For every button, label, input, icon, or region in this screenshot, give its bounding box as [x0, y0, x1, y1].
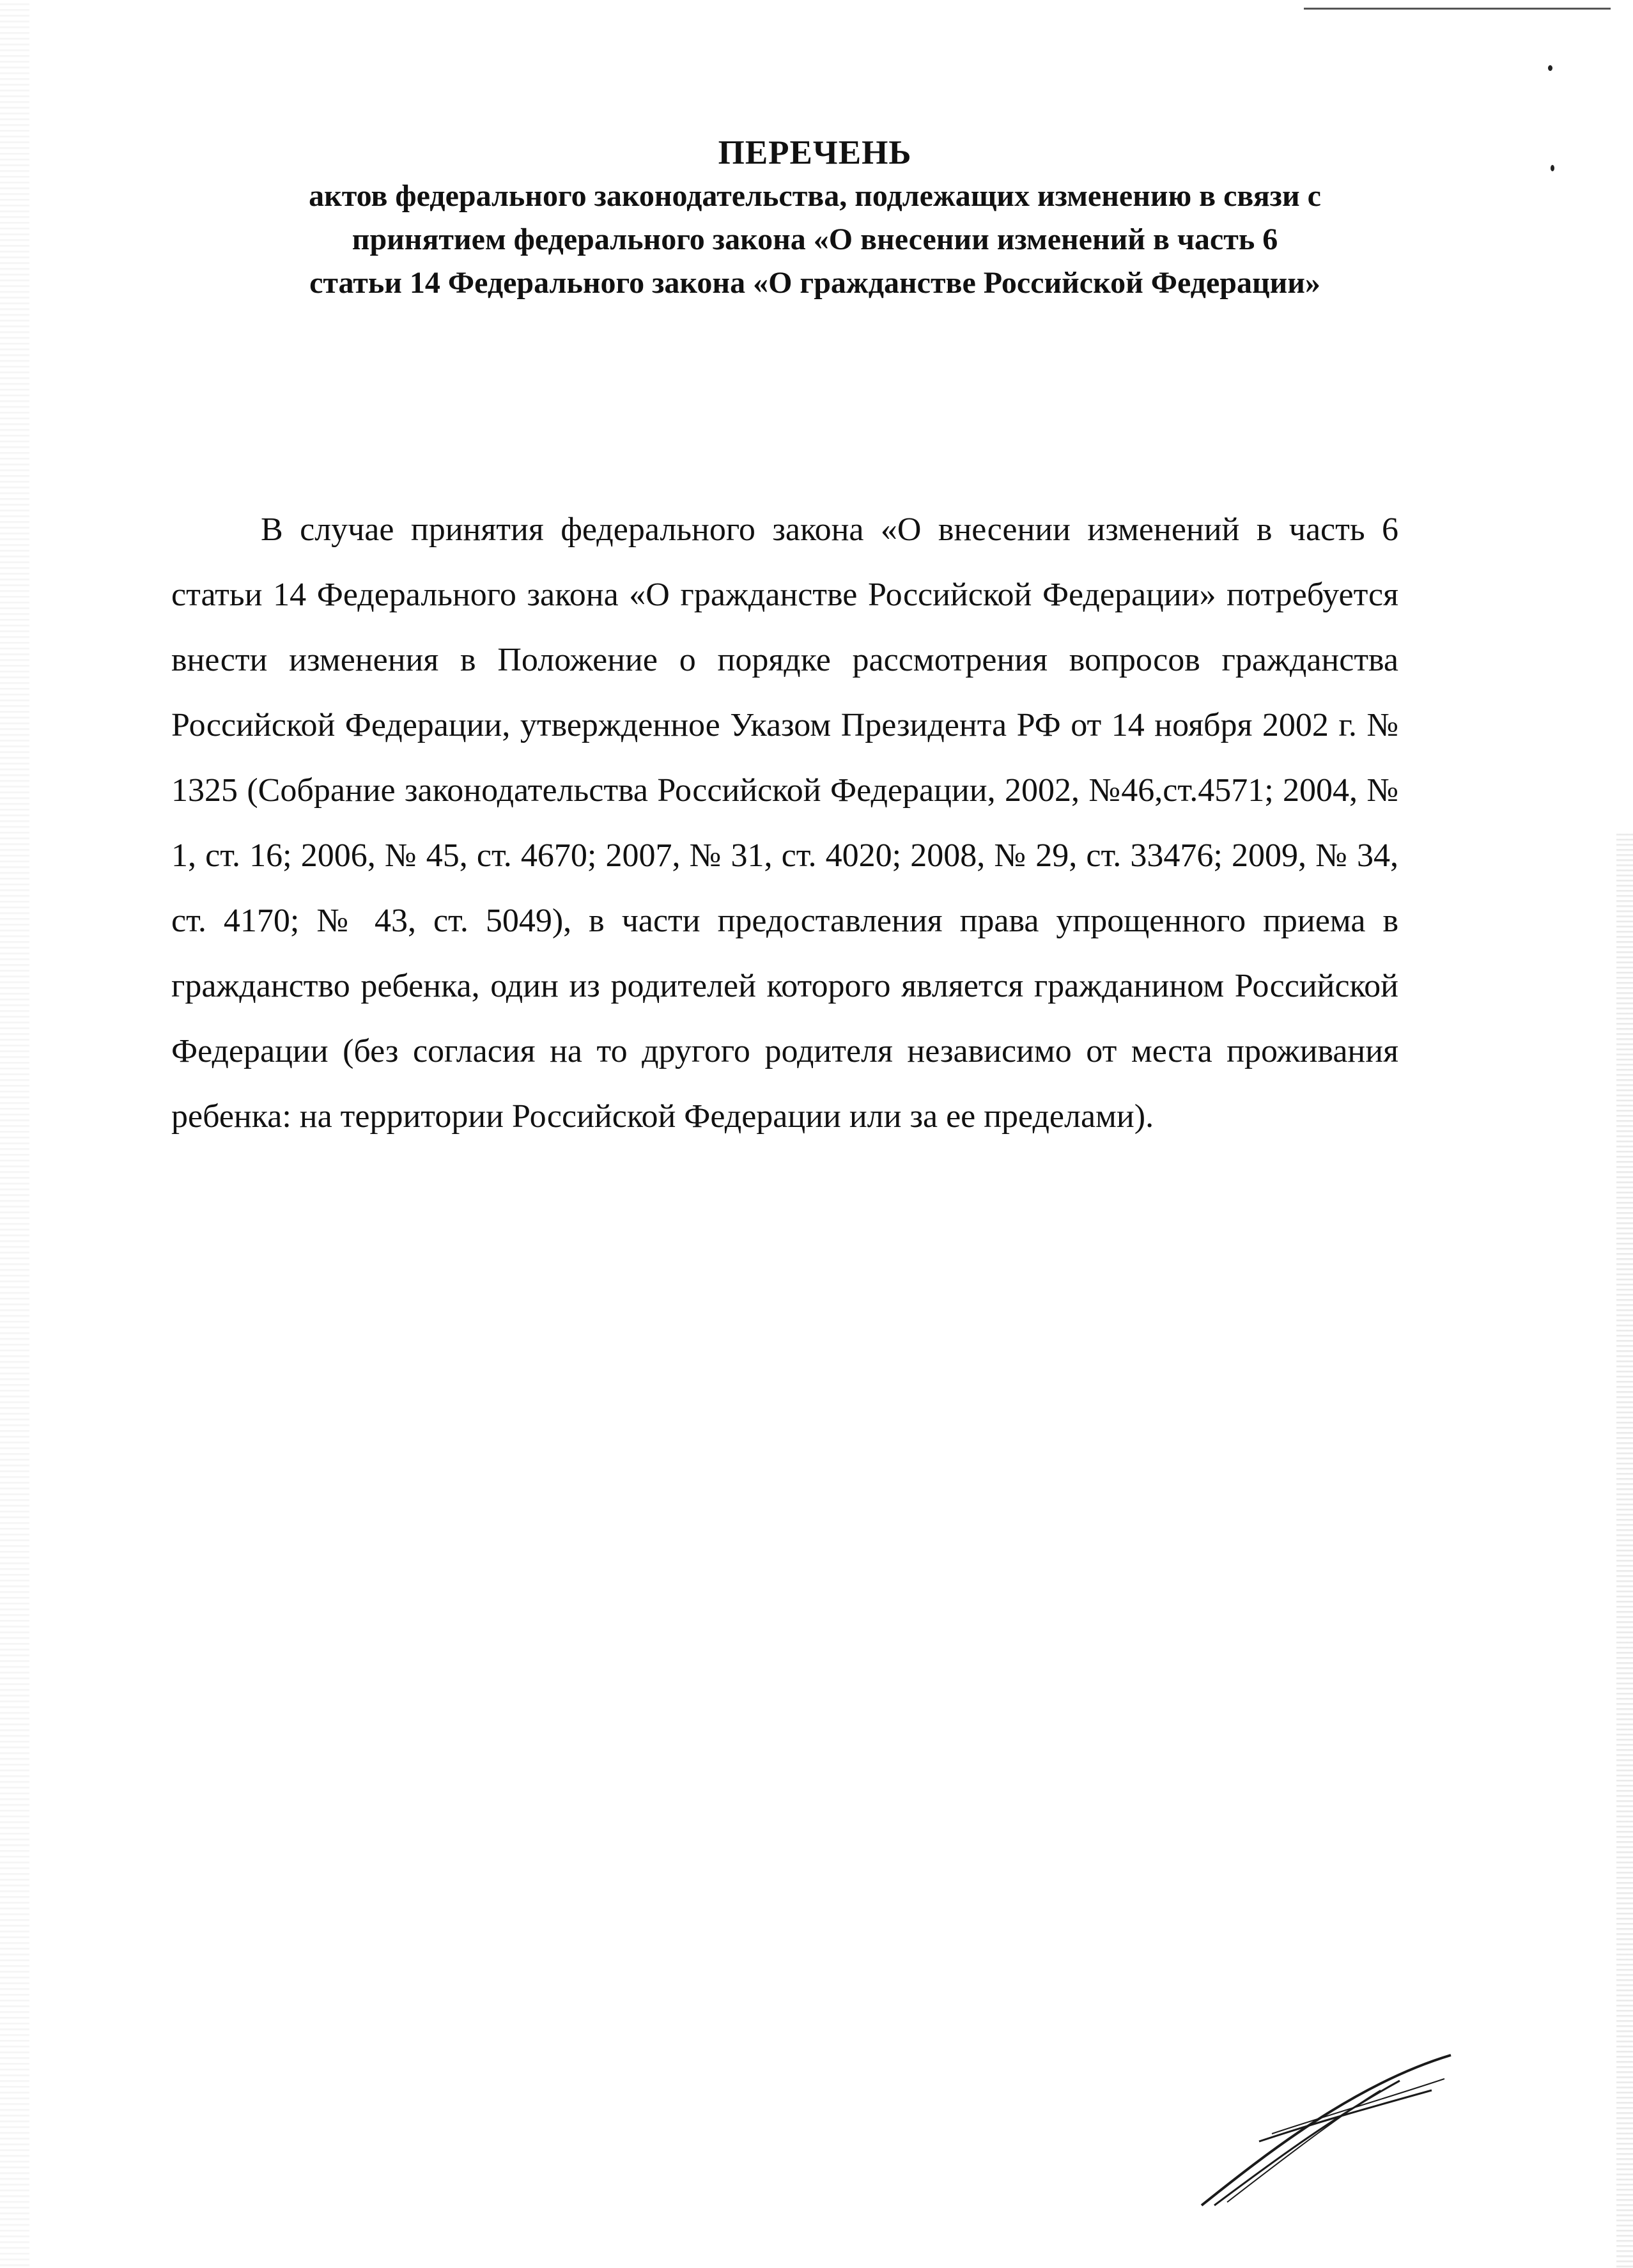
scan-speck [1548, 65, 1552, 71]
document-header [153, 131, 1476, 305]
scan-edge-right [1616, 831, 1633, 2268]
document-body-paragraph: В случае принятия федерального закона «О внесении изменений в часть 6 статьи 14 Федерального закона «О гражданстве Российской Федерации» потребуется внести изменения в Положение о порядке рассмотрения вопросов гражданства Российской Федерации, утвержденное Указом Президента РФ от 14 ноября 2002 г. № 1325 (Собрание законодательства Российской Федерации, 2002, №46,ст.4571; 2004, № 1, ст. 16; 2006, № 45, ст. 4670; 2007, № 31, ст. 4020; 2008, № 29, ст. 33476; 2009, № 34, ст. 4170; № 43, ст. 5049), в части предоставления права упрощенного приема в гражданство ребенка, один из родителей которого является гражданином Российской Федерации (без согласия на то другого родителя независимо от места проживания ребенка: на территории Российской Федерации или за ее пределами). [171, 511, 1398, 1135]
handwritten-signature [1189, 2046, 1457, 2212]
scan-speck [1551, 165, 1554, 171]
document-subtitle: актов федерального законодательства, подлежащих изменению в связи с принятием федерального закона «О внесении изменений в часть 6 статьи 14 Федерального закона «О гражданстве Российской Федерации» [309, 179, 1321, 300]
document-title: ПЕРЕЧЕНЬ [718, 134, 912, 171]
scan-top-line [1304, 8, 1611, 10]
scan-edge-left [0, 0, 29, 2268]
